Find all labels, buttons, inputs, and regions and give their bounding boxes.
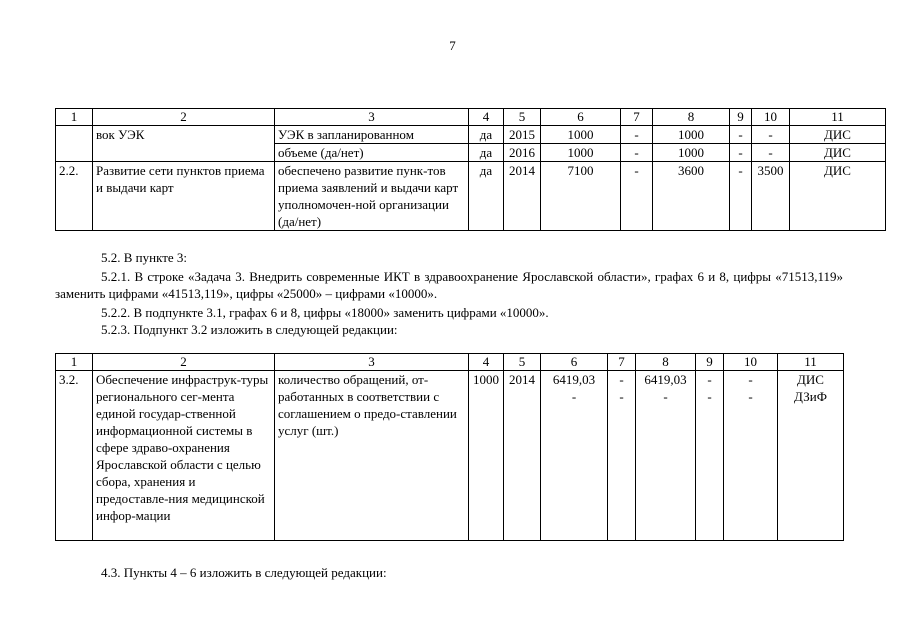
section-4-3-heading: 4.3. Пункты 4 – 6 изложить в следующей редакции:	[101, 565, 387, 580]
table1-c10-cell: 3500	[752, 162, 790, 231]
table1-c6-cell: 1000	[541, 126, 621, 144]
year-cell: 2014	[504, 371, 541, 541]
table1-indicator-cell: УЭК в запланированном	[275, 126, 469, 144]
table1-c7-cell: -	[621, 144, 653, 162]
paragraph-5-2-2: 5.2.2. В подпункте 3.1, графах 6 и 8, цифры «18000» заменить цифрами «10000».	[101, 305, 549, 320]
table1-c4-cell: да	[469, 126, 504, 144]
table-subitem-3-2	[55, 353, 844, 541]
table2-row-3-2	[56, 371, 844, 541]
indicator-value-cell: 1000	[469, 371, 504, 541]
table1-name-cell: Развитие сети пунктов приема и выдачи карт	[93, 162, 275, 231]
table2-header-6: 6	[541, 354, 608, 371]
table1-c8-cell: 1000	[653, 144, 730, 162]
table1-header-5: 5	[504, 109, 541, 126]
table1-header-7: 7	[621, 109, 653, 126]
table1-header-4: 4	[469, 109, 504, 126]
funding-total-line-2: -	[571, 389, 577, 404]
table1-header-11: 11	[790, 109, 886, 126]
table2-header-5: 5	[504, 354, 541, 371]
table1-num-cell: 2.2.	[56, 162, 93, 231]
measure-name-cell: Обеспечение инфраструк-туры регионального сег-мента единой государ-ственной информационной системы в сфере здраво-охранения Ярославской области с целью сбора, хранения и предоставле-ния медицинской инфор-мации	[93, 371, 275, 541]
table1-year-cell: 2014	[504, 162, 541, 231]
table-program-measures-continued	[55, 108, 886, 231]
table1-num-cell	[56, 126, 93, 162]
table1-executor-cell: ДИС	[790, 144, 886, 162]
funding-col8-line-2: -	[663, 389, 668, 404]
table1-row	[56, 162, 886, 231]
table2-header-10: 10	[724, 354, 778, 371]
table1-c4-cell: да	[469, 162, 504, 231]
table1-c7-cell: -	[621, 162, 653, 231]
funding-col8-cell	[636, 371, 696, 541]
table1-c9-cell: -	[730, 144, 752, 162]
funding-total-cell	[541, 371, 608, 541]
table1-c7-cell: -	[621, 126, 653, 144]
table2-header-1: 1	[56, 354, 93, 371]
table1-year-cell: 2015	[504, 126, 541, 144]
paragraph-5-2-1: 5.2.1. В строке «Задача 3. Внедрить современные ИКТ в здравоохранение Ярославской области», графах 6 и 8, цифры «71513,119» заменить цифрами «41513,119», цифры «25000» – цифрами «10000».	[55, 269, 843, 301]
funding-col7-cell	[608, 371, 636, 541]
table1-body	[56, 109, 886, 231]
table1-c10-cell: -	[752, 144, 790, 162]
table1-header-8: 8	[653, 109, 730, 126]
table2-header-11: 11	[778, 354, 844, 371]
funding-col9-cell	[696, 371, 724, 541]
table1-c6-cell: 7100	[541, 162, 621, 231]
table1-c8-cell: 3600	[653, 162, 730, 231]
executor-line-2: ДЗиФ	[794, 389, 827, 404]
funding-col10-cell	[724, 371, 778, 541]
table1-indicator-cell: объеме (да/нет)	[275, 144, 469, 162]
table2-header-4: 4	[469, 354, 504, 371]
table1-c9-cell: -	[730, 162, 752, 231]
executor-cell	[778, 371, 844, 541]
funding-col10-line-1: -	[748, 372, 753, 387]
table1-header-6: 6	[541, 109, 621, 126]
table1-header-2: 2	[93, 109, 275, 126]
table1-indicator-cell: обеспечено развитие пунк-тов приема заявлений и выдачи карт уполномочен-ной организации (да/нет)	[275, 162, 469, 231]
page-number: 7	[449, 38, 456, 53]
table1-c6-cell: 1000	[541, 144, 621, 162]
funding-col8-line-1: 6419,03	[644, 372, 687, 387]
table2-header-3: 3	[275, 354, 469, 371]
table2-header-row	[56, 354, 844, 371]
table1-row	[56, 126, 886, 144]
table2-header-9: 9	[696, 354, 724, 371]
table1-c4-cell: да	[469, 144, 504, 162]
funding-col7-line-1: -	[619, 372, 624, 387]
table1-header-1: 1	[56, 109, 93, 126]
paragraph-5-2-3: 5.2.3. Подпункт 3.2 изложить в следующей редакции:	[101, 322, 398, 337]
table2-header-7: 7	[608, 354, 636, 371]
funding-col9-line-2: -	[707, 389, 712, 404]
table1-name-cell: вок УЭК	[93, 126, 275, 162]
paragraph-5-2: 5.2. В пункте 3:	[101, 250, 188, 265]
table1-executor-cell: ДИС	[790, 126, 886, 144]
executor-line-1: ДИС	[797, 372, 824, 387]
table1-c10-cell: -	[752, 126, 790, 144]
funding-col10-line-2: -	[748, 389, 753, 404]
table1-c9-cell: -	[730, 126, 752, 144]
table1-header-3: 3	[275, 109, 469, 126]
funding-col7-line-2: -	[619, 389, 624, 404]
table1-header-10: 10	[752, 109, 790, 126]
funding-total-line-1: 6419,03	[552, 372, 596, 387]
table1-executor-cell: ДИС	[790, 162, 886, 231]
table1-year-cell: 2016	[504, 144, 541, 162]
table1-header-9: 9	[730, 109, 752, 126]
row-number-cell: 3.2.	[56, 371, 93, 541]
table2-header-8: 8	[636, 354, 696, 371]
table2-header-2: 2	[93, 354, 275, 371]
funding-col9-line-1: -	[707, 372, 712, 387]
table1-c8-cell: 1000	[653, 126, 730, 144]
indicator-cell: количество обращений, от-работанных в соответствии с соглашением о предо-ставлении услуг (шт.)	[275, 371, 469, 541]
table1-header-row	[56, 109, 886, 126]
